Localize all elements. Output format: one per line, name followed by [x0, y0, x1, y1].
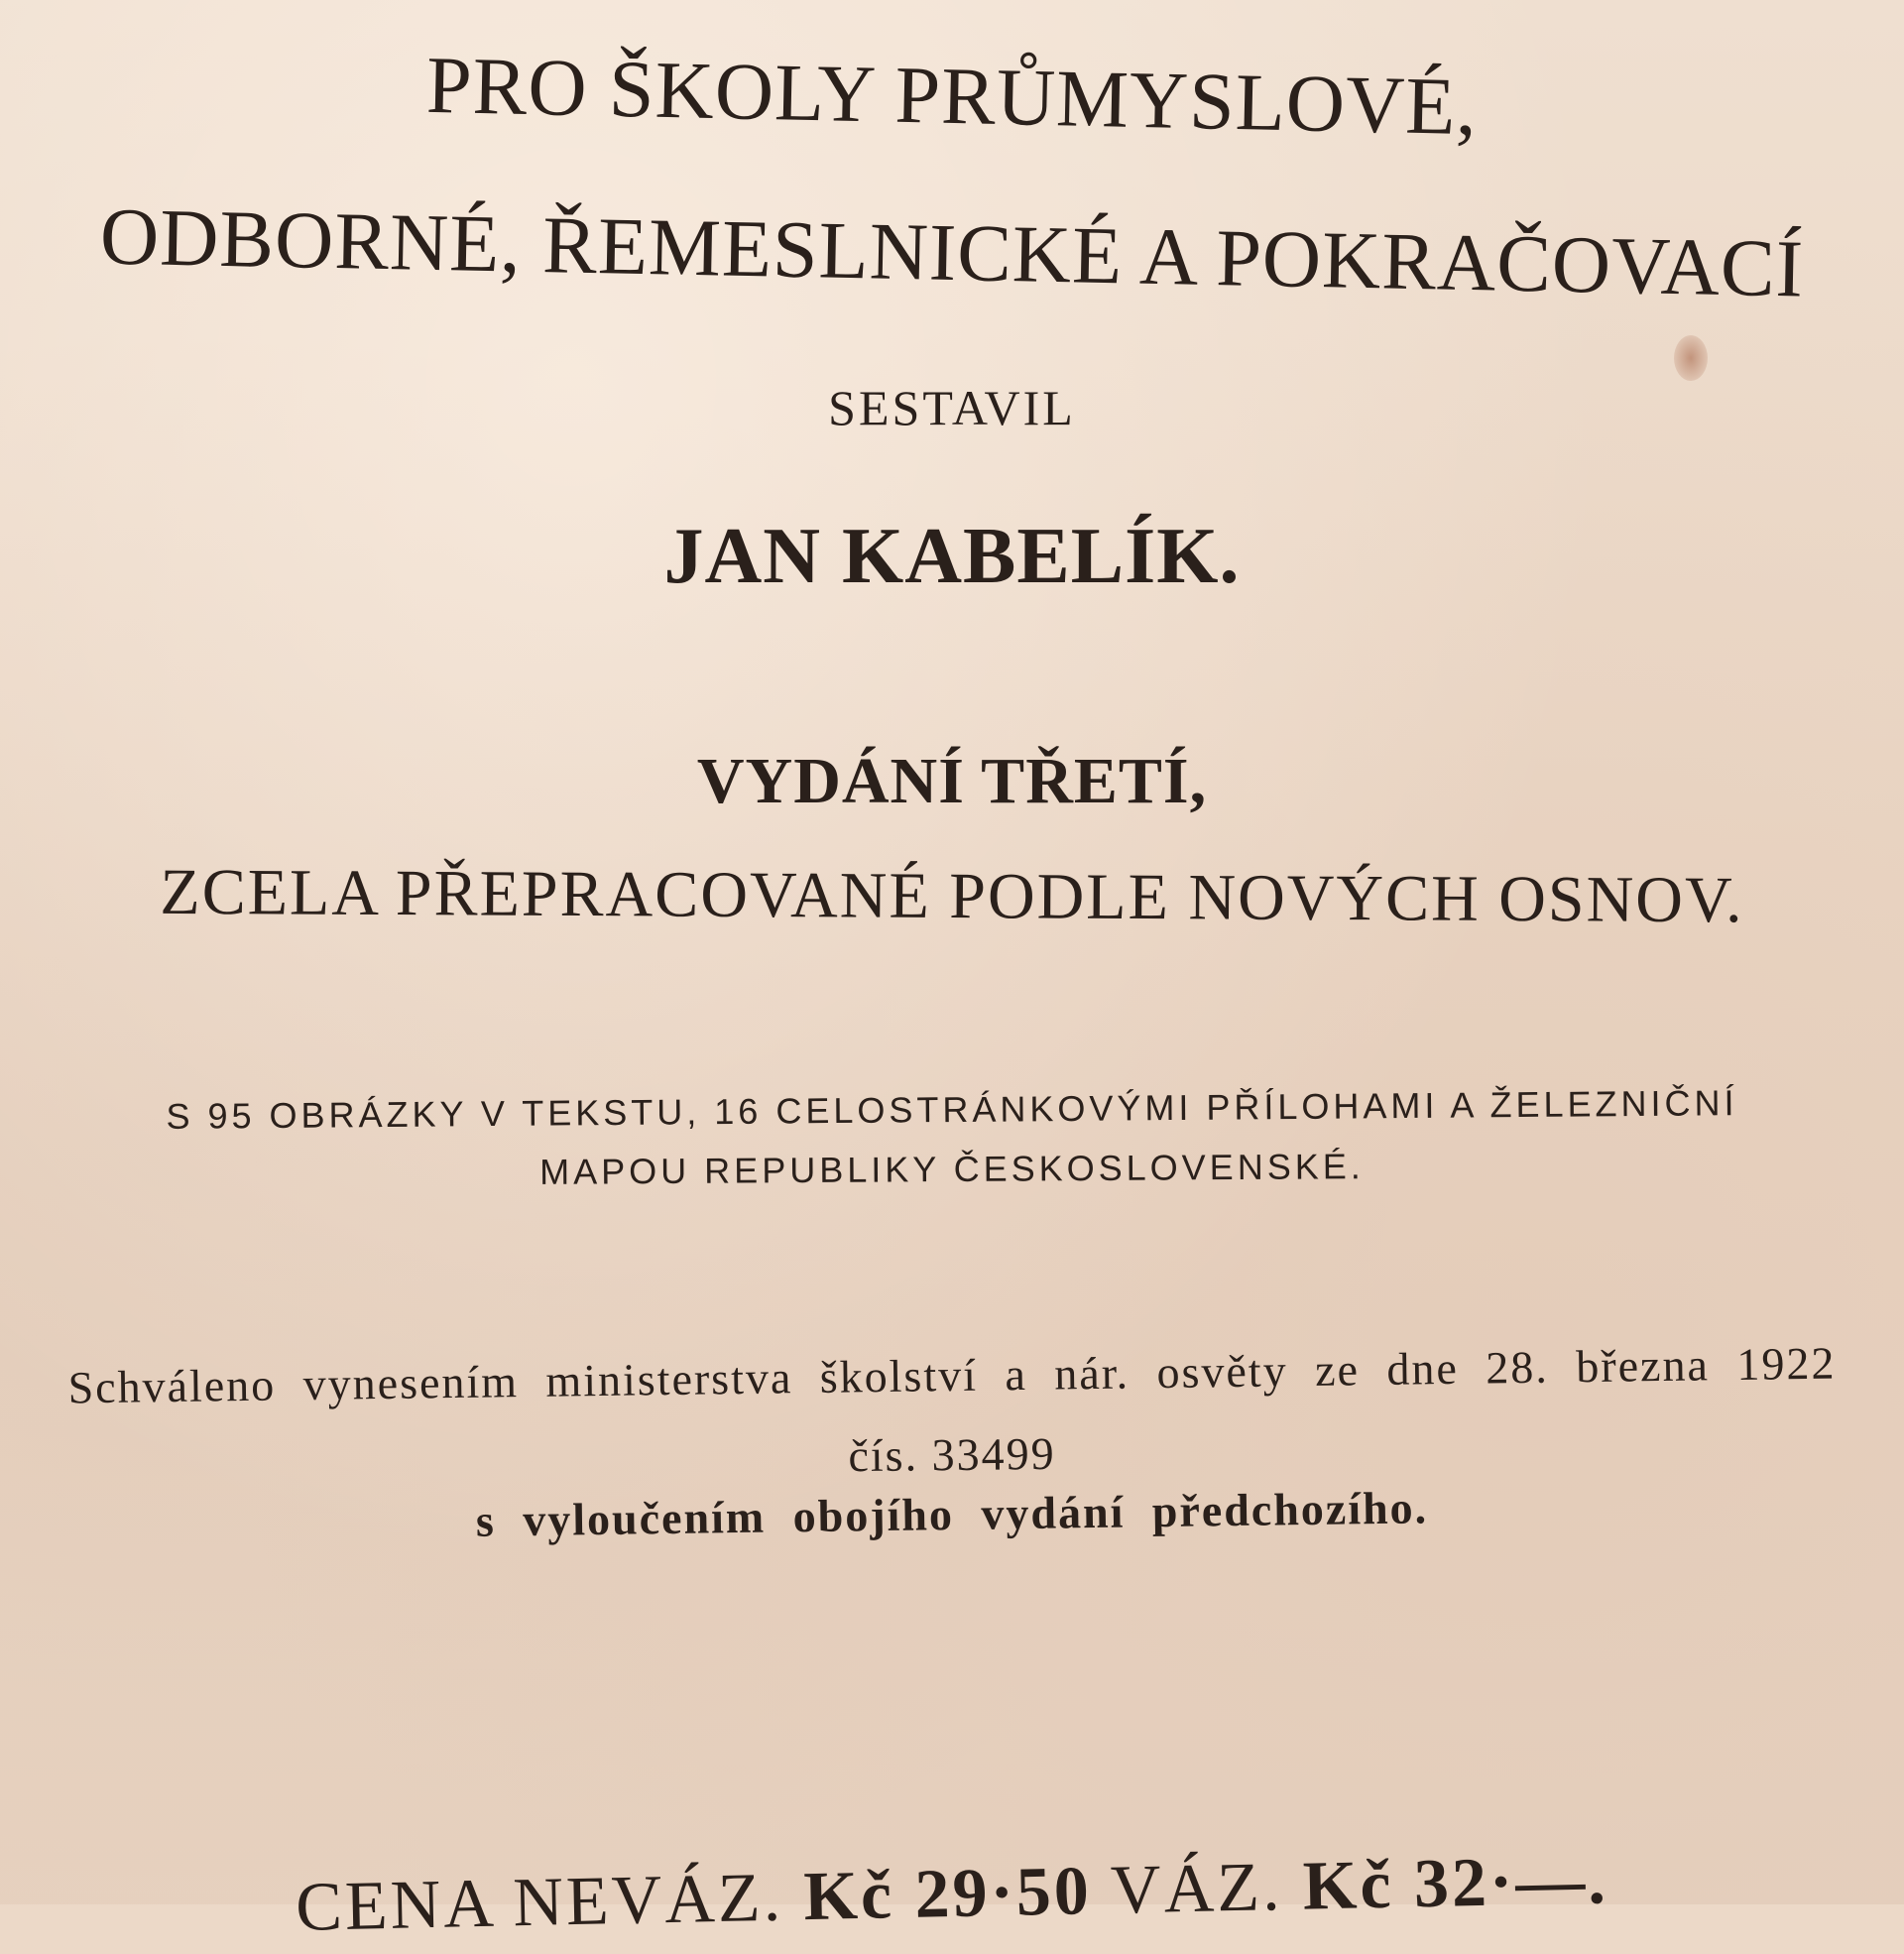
price-bound: Kč 32·—.: [1302, 1842, 1609, 1925]
author-name: JAN KABELÍK.: [663, 513, 1241, 600]
price-label: CENA NEVÁZ.: [295, 1859, 784, 1946]
illustrations-note-line-1: S 95 OBRÁZKY V TEKSTU, 16 CELOSTRÁNKOVÝMI PŘÍLOHAMI A ŽELEZNIČNÍ: [166, 1082, 1738, 1137]
price-bound-label: VÁZ.: [1110, 1849, 1284, 1929]
approval-line-1: Schváleno vynesením ministerstva školství a nár. osvěty ze dne 28. března 1922: [67, 1337, 1837, 1413]
price-unbound: Kč 29·50: [802, 1853, 1093, 1936]
edition-note: ZCELA PŘEPRACOVANÉ PODLE NOVÝCH OSNOV.: [160, 855, 1744, 937]
paper-stain: [1674, 335, 1708, 381]
subtitle-line-1: PRO ŠKOLY PRŮMYSLOVÉ,: [425, 39, 1479, 153]
price-line: [0, 1835, 1904, 1954]
compiled-by-label: SESTAVIL: [828, 380, 1076, 435]
approval-line-2: čís. 33499: [848, 1427, 1056, 1482]
approval-line-3: s vyloučením obojího vydání předchozího.: [475, 1482, 1429, 1546]
subtitle-line-2: ODBORNÉ, ŘEMESLNICKÉ A POKRAČOVACÍ: [99, 190, 1805, 314]
edition-heading: VYDÁNÍ TŘETÍ,: [696, 745, 1208, 817]
illustrations-note-line-2: MAPOU REPUBLIKY ČESKOSLOVENSKÉ.: [539, 1146, 1365, 1192]
